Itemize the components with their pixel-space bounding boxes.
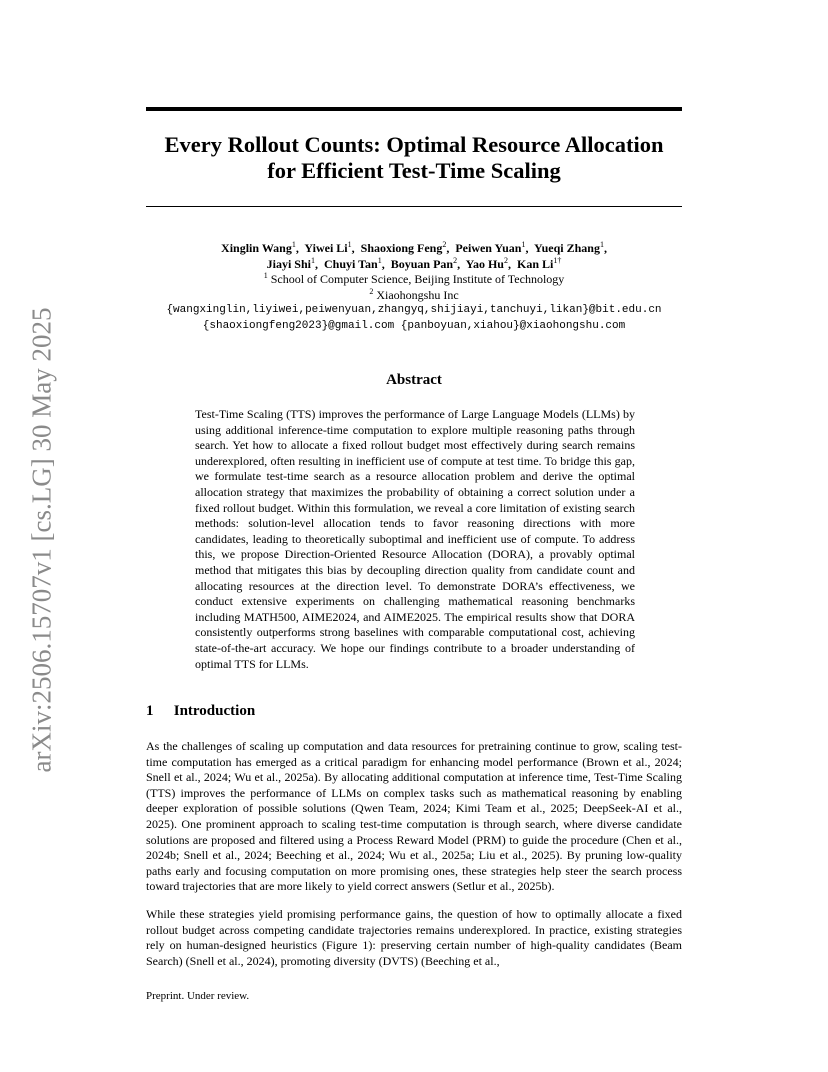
page-footer: Preprint. Under review.: [146, 990, 250, 1002]
section-title: Introduction: [173, 703, 256, 719]
affiliation-2: [146, 288, 682, 304]
author-name: Peiwen Yuan: [455, 241, 522, 255]
author-affiliation-mark: 1†: [553, 255, 562, 265]
paper-title: [146, 132, 682, 184]
author-name: Chuyi Tan: [324, 256, 378, 271]
author-block: [146, 241, 682, 334]
paper-title-line1: Every Rollout Counts: Optimal Resource Allocation: [164, 132, 664, 157]
author-affiliation-mark: 2: [453, 255, 458, 265]
section-heading-introduction: [146, 703, 255, 720]
author-affiliation-mark: 1: [521, 240, 526, 249]
author-line-2: Jiayi Shi$^1$, Chuyi Tan$^1$, Boyuan Pan$^2$, Yao Hu$^2$, Kan $Li^{1\dagger}$: [266, 255, 562, 271]
author-emails-2: {shaoxiongfeng2023}@gmail.com {panboyuan,xiahou}@xiaohongshu.com: [202, 319, 626, 332]
author-affiliation-mark: 1: [311, 255, 315, 265]
author-name: Yao Hu: [465, 256, 504, 271]
affiliation-number: 1: [263, 271, 268, 280]
affiliation-number: 2: [369, 286, 374, 296]
paper-title-line2: for Efficient Test-Time Scaling: [267, 158, 561, 183]
author-affiliation-mark: 1: [599, 240, 604, 249]
author-name: Yueqi Zhang: [534, 241, 600, 255]
author-name: Jiayi Shi: [266, 256, 311, 271]
author-name: Kan Li: [516, 256, 554, 271]
author-name: Xinglin Wang: [221, 241, 292, 255]
author-affiliation-mark: 1: [291, 240, 296, 249]
section-number: 1: [146, 703, 154, 719]
affiliation-text: School of Computer Science, Beijing Institute of Technology: [270, 272, 565, 286]
affiliation-1: [146, 272, 682, 288]
author-affiliation-mark: 1: [377, 255, 382, 265]
arxiv-stamp: [22, 300, 62, 780]
author-name: Boyuan Pan: [390, 256, 454, 271]
author-emails-1: {wangxinglin,liyiwei,peiwenyuan,zhangyq,shijiayi,tanchuyi,likan}@bit.edu.cn: [166, 304, 662, 316]
author-affiliation-mark: 1: [347, 240, 352, 249]
arxiv-stamp-text: arXiv:2506.15707v1 [cs.LG] 30 May 2025: [26, 307, 57, 773]
intro-paragraph-2: While these strategies yield promising performance gains, the question of how to optimally allocate a fixed rollout budget across competing candidate trajectories remains underexplored. In practice, existing strategies rely on human-designed heuristics (Figure 1): preserving certain number of high-quality candidates (Beam Search) (Snell et al., 2024), promoting diversity (DVTS) (Beeching et al.,: [146, 907, 682, 968]
title-bottom-rule: [146, 206, 682, 207]
author-affiliation-mark: 2: [442, 240, 447, 249]
abstract-text: Test-Time Scaling (TTS) improves the performance of Large Language Models (LLMs) by using additional inference-time computation to explore multiple reasoning paths through search. Yet how to allocate a fixed rollout budget most effectively during search remains underexplored, often resulting in inefficient use of compute at test time. To bridge this gap, we formulate test-time search as a resource allocation problem and derive the optimal allocation strategy that maximizes the probability of obtaining a correct solution under a fixed rollout budget. Within this formulation, we reveal a core limitation of existing search methods: solution-level allocation tends to favor reasoning directions with more candidates, leading to theoretically suboptimal and inefficient use of compute. To address this, we propose Direction-Oriented Resource Allocation (DORA), a provably optimal method that mitigates this bias by decoupling direction quality from candidate count and allocating resources at the direction level. To demonstrate DORA’s effectiveness, we conduct extensive experiments on challenging mathematical reasoning benchmarks including MATH500, AIME2024, and AIME2025. The empirical results show that DORA consistently outperforms strong baselines with comparable computational cost, achieving state-of-the-art accuracy. We hope our findings contribute to a broader understanding of optimal TTS for LLMs.: [195, 407, 635, 671]
author-name: Yiwei Li: [304, 241, 348, 255]
title-top-rule: [146, 107, 682, 111]
author-line-1: Xinglin Wang$^1$, Yiwei Li$^1$, Shaoxiong Feng$^2$, Peiwen Yuan$^1$, Yueqi Zhang$^1$,: [221, 240, 607, 255]
abstract-heading: Abstract: [386, 372, 442, 388]
author-affiliation-mark: 2: [503, 255, 508, 265]
intro-paragraph-1: As the challenges of scaling up computation and data resources for pretraining continue to grow, scaling test-time computation has emerged as a critical paradigm for enhancing model performance (Brown et al., 2024; Snell et al., 2024; Wu et al., 2025a). By allocating additional computation at inference time, Test-Time Scaling (TTS) improves the performance of LLMs on complex tasks such as mathematical reasoning by enabling deeper exploration of possible solutions (Qwen Team, 2024; Kimi Team et al., 2025; DeepSeek-AI et al., 2025). One prominent approach to scaling test-time computation is through search, where diverse candidate solutions are proposed and filtered using a Process Reward Model (PRM) to guide the procedure (Chen et al., 2024b; Snell et al., 2024; Beeching et al., 2024; Wu et al., 2025a; Liu et al., 2025). By pruning low-quality paths early and focusing computation on more promising ones, these strategies help steer the search process toward trajectories that are more likely to yield correct answers (Setlur et al., 2025b).: [146, 739, 682, 894]
author-name: Shaoxiong Feng: [360, 241, 443, 255]
affiliation-text: Xiaohongshu Inc: [376, 287, 459, 302]
